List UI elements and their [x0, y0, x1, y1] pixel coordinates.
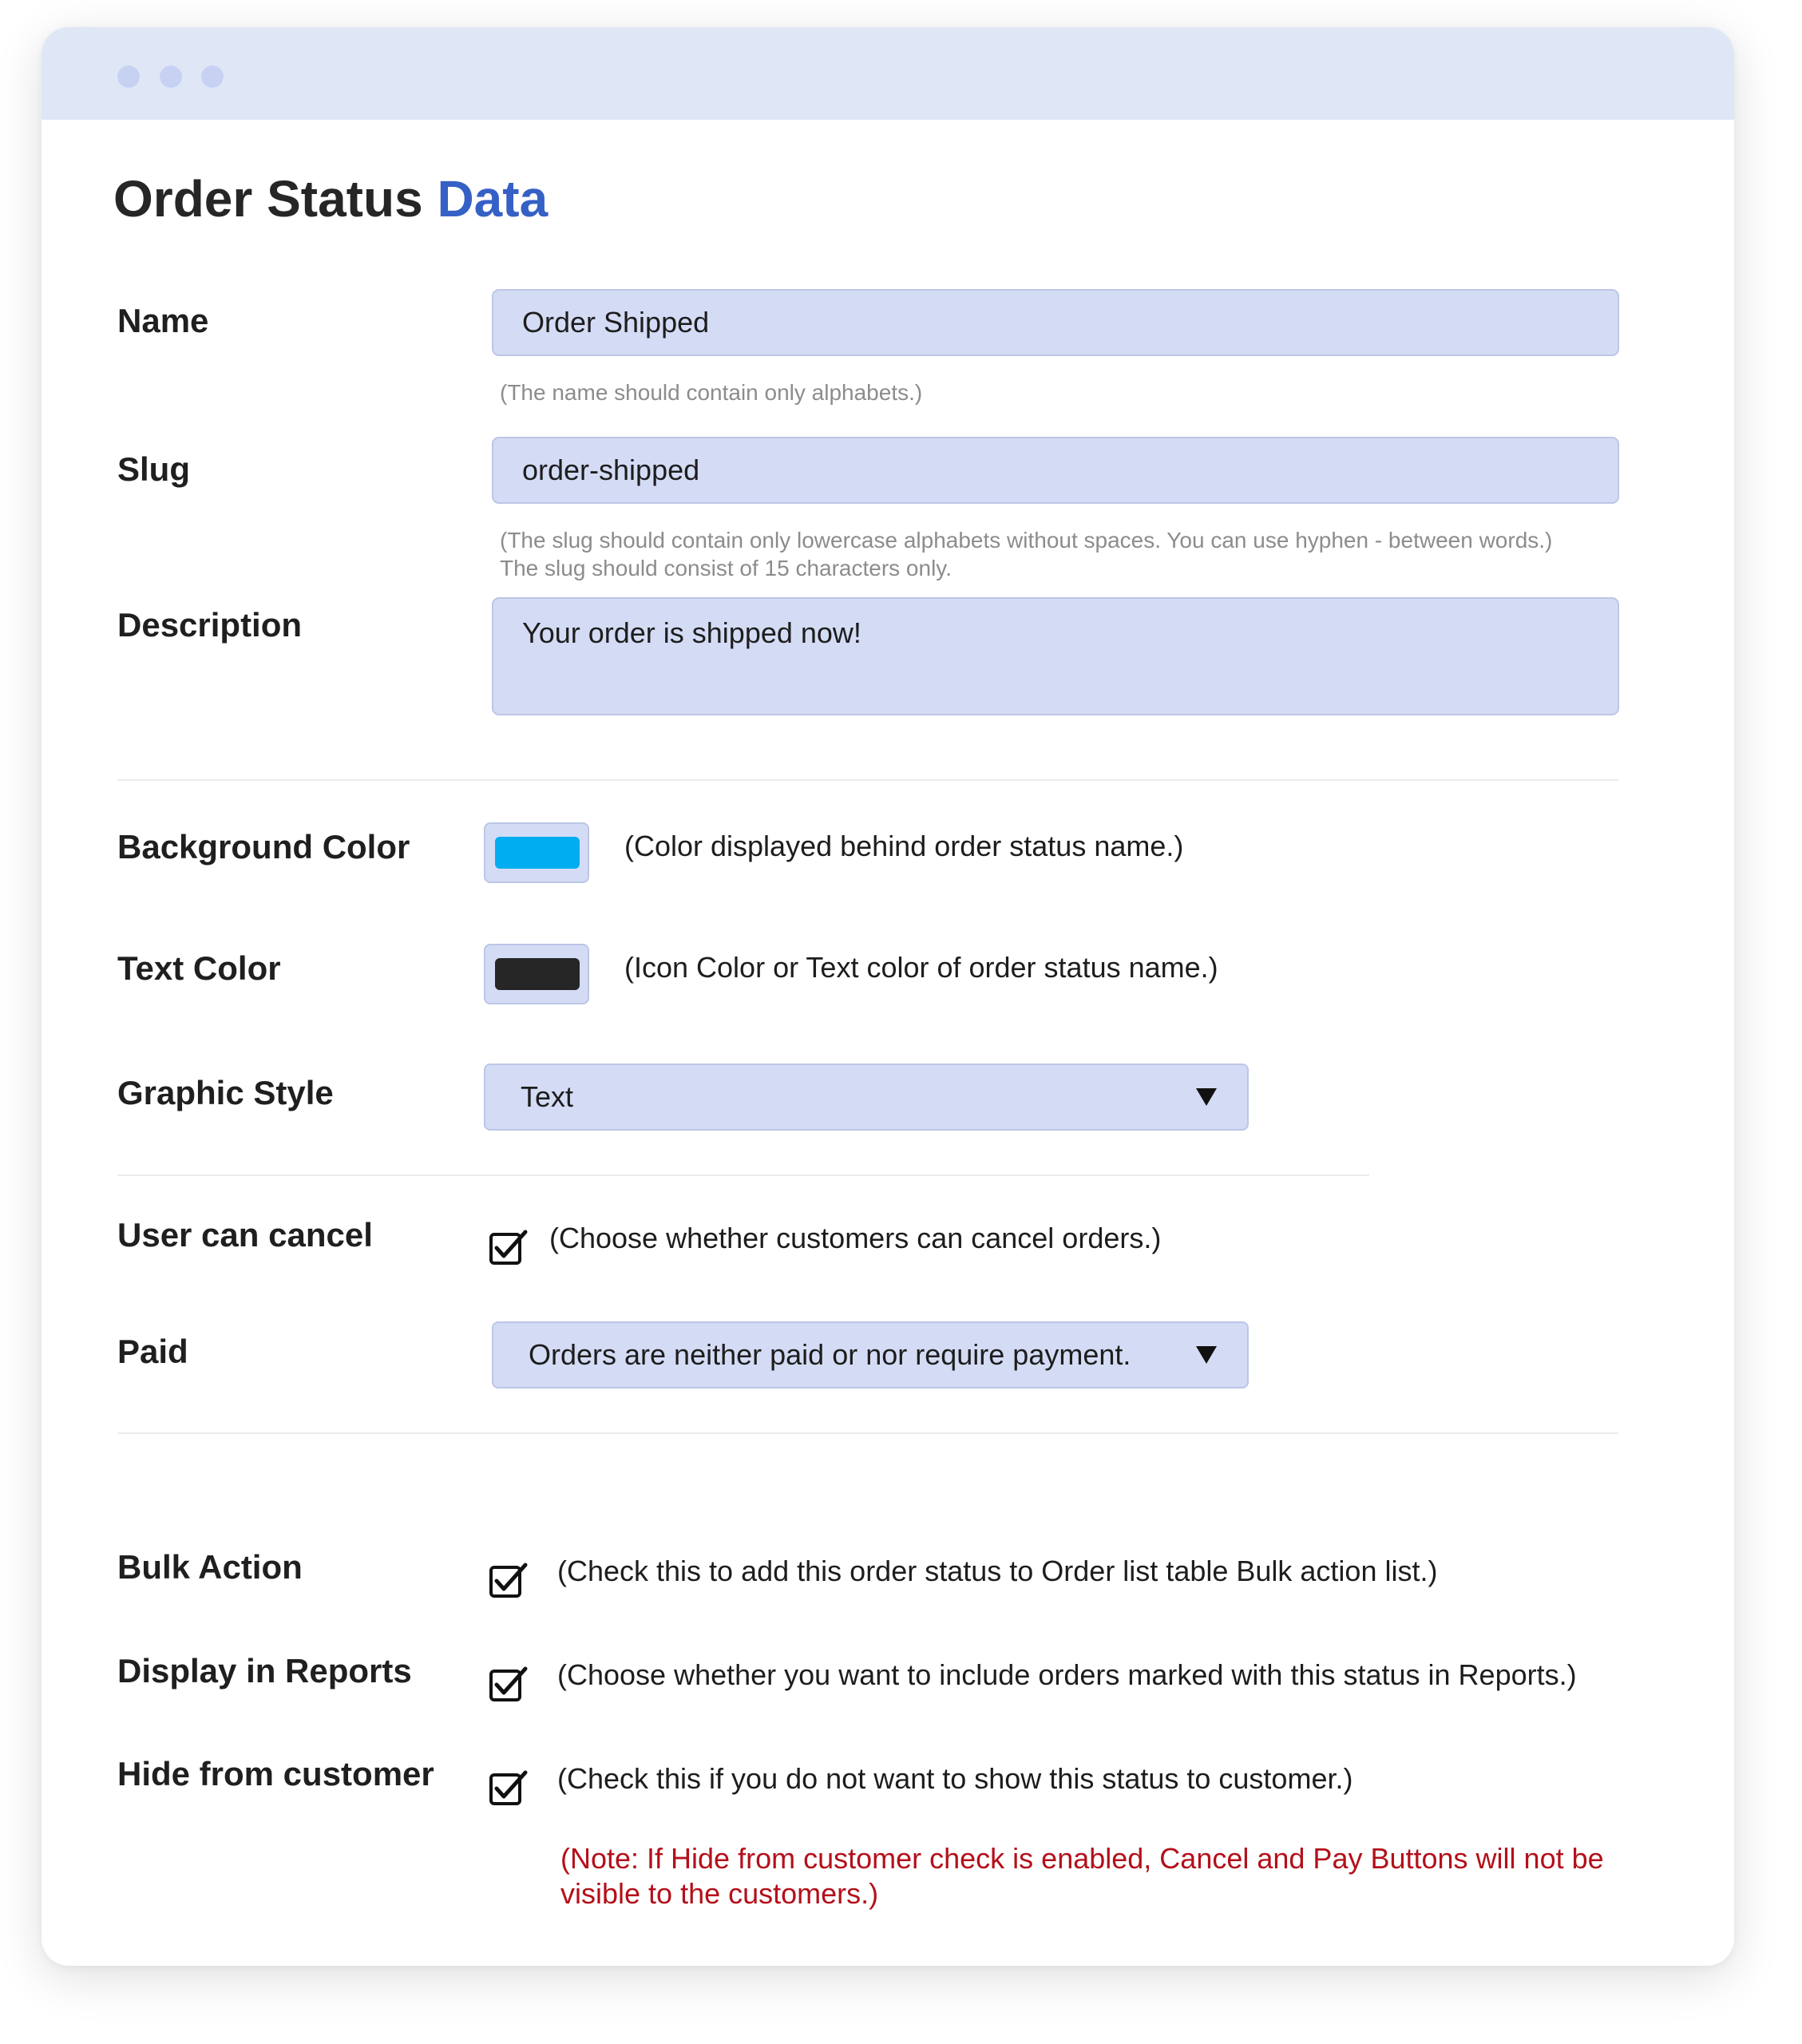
display-in-reports-description: (Choose whether you want to include orders marked with this status in Reports.) — [557, 1658, 1577, 1691]
name-label: Name — [117, 302, 209, 339]
slug-label: Slug — [117, 450, 190, 488]
bulk-action-description: (Check this to add this order status to Order list table Bulk action list.) — [557, 1555, 1438, 1587]
description-textarea-value: Your order is shipped now! — [522, 616, 861, 649]
display-in-reports-label: Display in Reports — [117, 1652, 412, 1689]
window-titlebar — [42, 27, 1734, 120]
text-color-picker[interactable] — [484, 944, 589, 1004]
background-color-chip — [495, 837, 580, 869]
text-color-label: Text Color — [117, 949, 281, 987]
slug-input[interactable] — [492, 437, 1619, 504]
name-input[interactable] — [492, 289, 1619, 356]
bulk-action-label: Bulk Action — [117, 1548, 303, 1586]
hide-from-customer-label: Hide from customer — [117, 1755, 434, 1792]
hide-from-customer-checkbox[interactable] — [489, 1769, 529, 1806]
background-color-description: (Color displayed behind order status name.) — [624, 830, 1184, 862]
section-divider — [117, 1175, 1369, 1176]
caret-down-icon — [1196, 1346, 1217, 1364]
user-can-cancel-checkbox[interactable] — [489, 1229, 529, 1266]
paid-select[interactable] — [492, 1321, 1249, 1388]
section-divider — [117, 1432, 1618, 1434]
text-color-description: (Icon Color or Text color of order status name.) — [624, 951, 1218, 984]
slug-input-value: order-shipped — [522, 454, 700, 486]
window-dot-icon — [201, 65, 224, 88]
page-title — [113, 169, 548, 228]
name-input-value: Order Shipped — [522, 306, 710, 339]
description-textarea[interactable] — [492, 597, 1619, 715]
slug-hint: (The slug should contain only lowercase alphabets without spaces. You can use hyphen - between words.) The slug should consist of 15 characters only. — [500, 528, 1553, 580]
window-dot-icon — [117, 65, 140, 88]
hide-from-customer-description: (Check this if you do not want to show this status to customer.) — [557, 1762, 1353, 1795]
section-divider — [117, 779, 1618, 781]
graphic-style-select[interactable] — [484, 1064, 1249, 1131]
user-can-cancel-description: (Choose whether customers can cancel orders.) — [549, 1222, 1162, 1254]
paid-value: Orders are neither paid or nor require payment. — [529, 1338, 1131, 1371]
page-title-accent: Data — [437, 170, 549, 228]
page-title-main: Order Status — [113, 170, 423, 228]
text-color-chip — [495, 958, 580, 990]
hide-from-customer-warning-note: (Note: If Hide from customer check is enabled, Cancel and Pay Buttons will not be visible to the customers.) — [560, 1842, 1604, 1910]
user-can-cancel-label: User can cancel — [117, 1216, 373, 1254]
window-dot-icon — [160, 65, 182, 88]
display-in-reports-checkbox[interactable] — [489, 1666, 529, 1702]
background-color-picker[interactable] — [484, 822, 589, 883]
bulk-action-checkbox[interactable] — [489, 1562, 529, 1598]
graphic-style-value: Text — [521, 1080, 574, 1113]
description-label: Description — [117, 606, 303, 644]
graphic-style-label: Graphic Style — [117, 1074, 334, 1111]
caret-down-icon — [1196, 1088, 1217, 1106]
background-color-label: Background Color — [117, 828, 410, 866]
name-hint: (The name should contain only alphabets.) — [500, 380, 923, 405]
app-window — [42, 27, 1734, 1966]
paid-label: Paid — [117, 1333, 188, 1370]
